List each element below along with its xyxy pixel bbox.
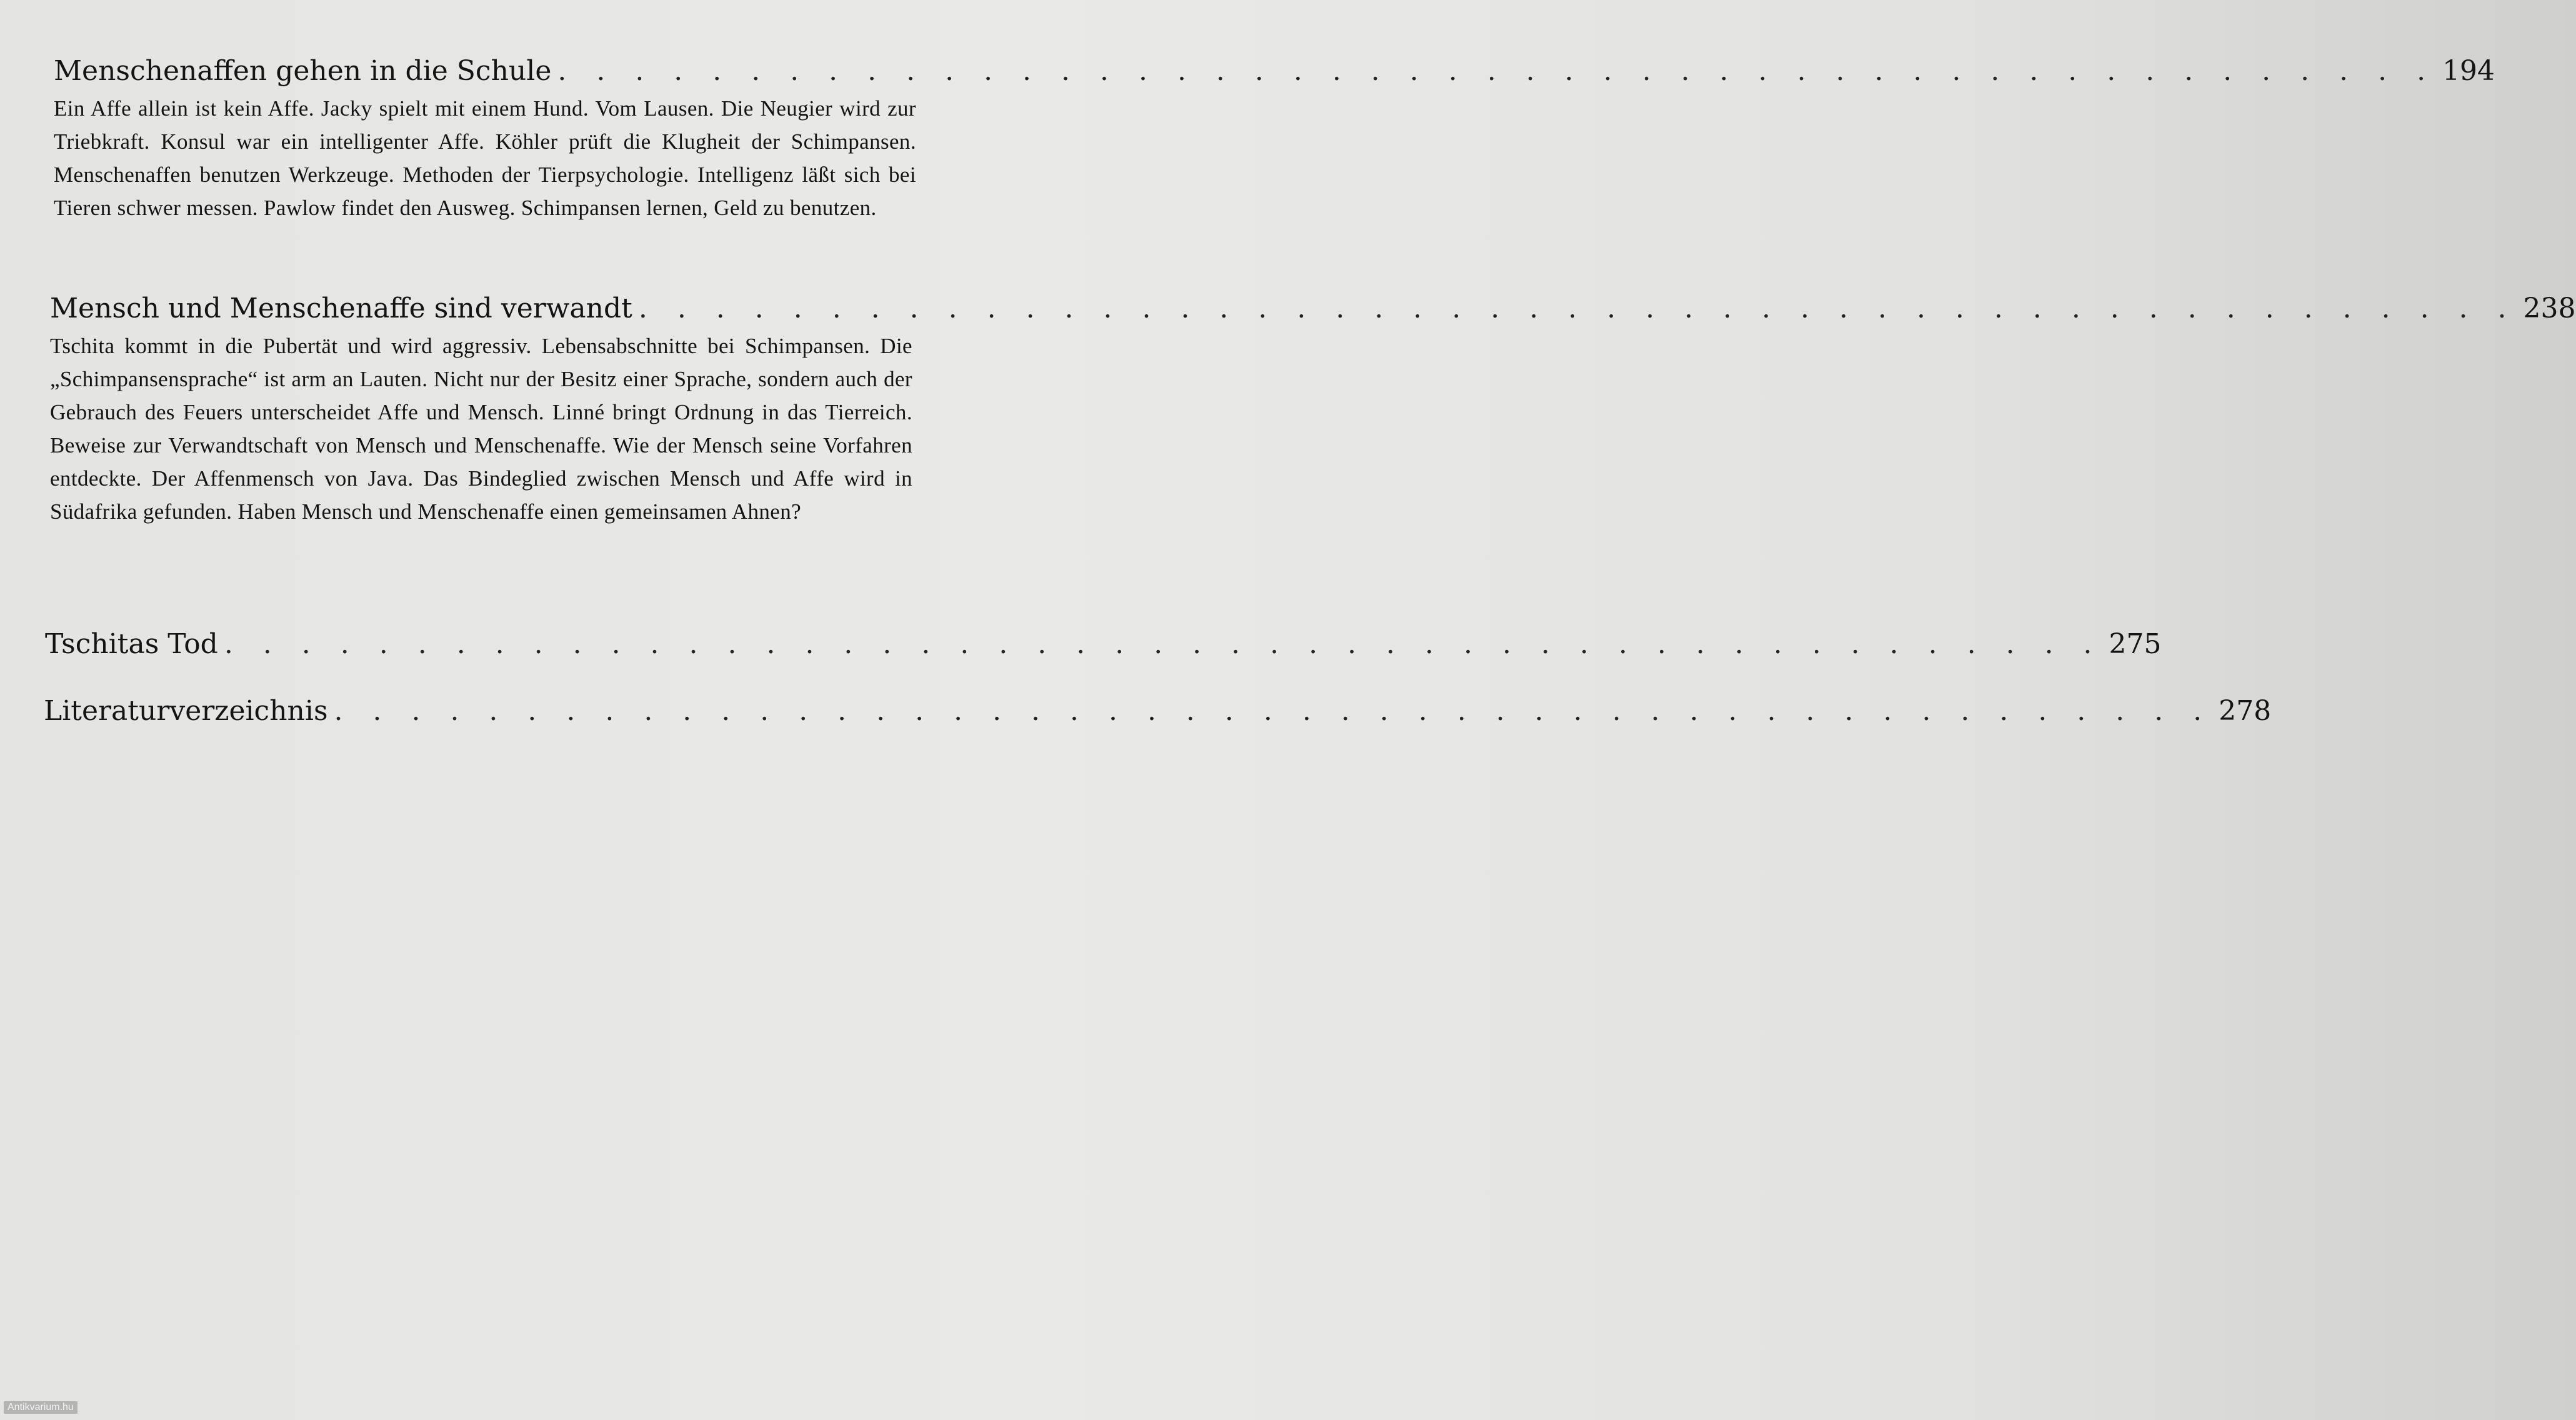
dot-leader: . . . . . . . . . . . . . . . . . . . . . . . . . . . . . . . . . . . . . . . . . . . . . . . . . [334, 695, 2213, 727]
toc-page-number: 238 [2523, 292, 2576, 324]
toc-heading-line[interactable] [50, 291, 2576, 326]
dot-leader: . . . . . . . . . . . . . . . . . . . . . . . . . . . . . . . . . . . . . . . . . . . . . . . . . [557, 55, 2437, 87]
toc-entry [54, 54, 2495, 224]
toc-entry-summary: Ein Affe allein ist kein Affe. Jacky spielt mit einem Hund. Vom Lausen. Die Neugier wird zur Triebkraft. Konsul war ein intelligenter Affe. Köhler prüft die Klugheit der Schimpansen. Menschenaffen benutzen Werkzeuge. Methoden der Tierpsychologie. Intelligenz läßt sich bei Tieren schwer messen. Pawlow findet den Ausweg. Schimpansen lernen, Geld zu benutzen. [54, 96, 916, 220]
dot-leader: . . . . . . . . . . . . . . . . . . . . . . . . . . . . . . . . . . . . . . . . . . . . . . . . . [224, 628, 2103, 660]
dot-leader: . . . . . . . . . . . . . . . . . . . . . . . . . . . . . . . . . . . . . . . . . . . . . . . . . [638, 292, 2517, 324]
toc-entry [50, 291, 2576, 528]
toc-entry-summary: Tschita kommt in die Pubertät und wird aggressiv. Lebensabschnitte bei Schimpansen. Die „Schimpansensprache“ ist arm an Lauten. Nicht nur der Besitz einer Sprache, sondern auch der Gebrauch des Feuers unterscheidet Affe und Mensch. Linné bringt Ordnung in das Tierreich. Beweise zur Verwandtschaft von Mensch und Menschenaffe. Wie der Mensch seine Vorfahren entdeckte. Der Affenmensch von Java. Das Bindeglied zwischen Mensch und Affe wird in Südafrika gefunden. Haben Mensch und Menschenaffe einen gemeinsamen Ahnen? [50, 334, 912, 524]
toc-heading-line[interactable] [45, 627, 2162, 662]
toc-entry-title: Literaturverzeichnis [44, 695, 328, 727]
source-watermark: Antikvarium.hu [4, 1401, 77, 1414]
toc-entry [45, 627, 2162, 662]
toc-heading-line[interactable] [44, 694, 2272, 729]
toc-entry-title: Mensch und Menschenaffe sind verwandt [50, 292, 632, 324]
toc-entry-title: Menschenaffen gehen in die Schule [54, 55, 552, 87]
toc-page-number: 278 [2219, 695, 2272, 727]
toc-page-number: 194 [2442, 55, 2495, 87]
toc-heading-line[interactable] [54, 54, 2495, 89]
toc-entry [44, 694, 2272, 729]
toc-entry-title: Tschitas Tod [45, 628, 218, 660]
toc-page-number: 275 [2109, 628, 2162, 660]
